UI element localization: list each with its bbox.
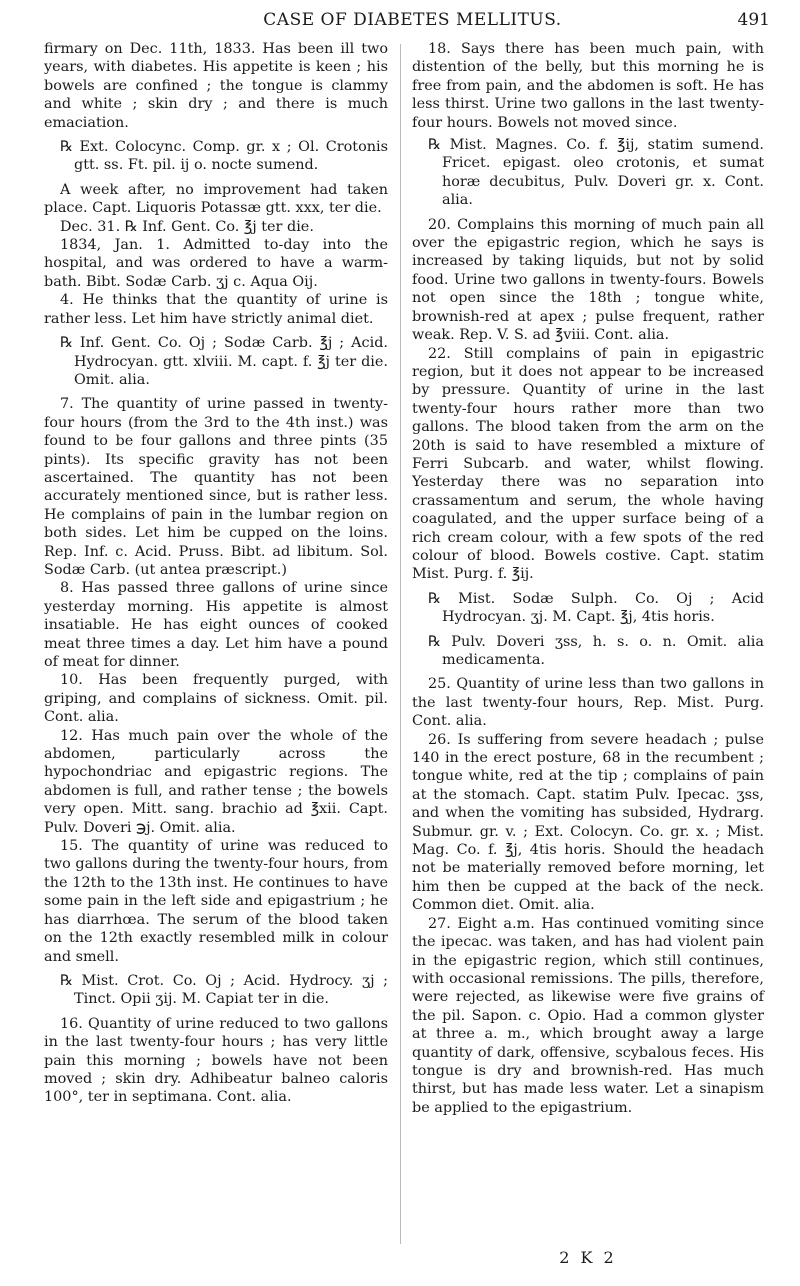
paragraph: 10. Has been frequently purged, with griping, and complains of sickness. Omit. pil. Cont. alia. xyxy=(44,672,388,726)
paragraph: 27. Eight a.m. Has continued vomiting since the ipecac. was taken, and has had violent pain in the epigastric region, which still continues, with occasional remissions. The pills, therefore, were rejected, as likewise were five grains of the pil. Sapon. c. Opio. Had a common glyster at three a. m., which brought away a large quantity of dark, offensive, scybalous feces. His tongue is dry and brownish-red. Has much thirst, but has made less water. Let a sinapism be applied to the epigastrium. xyxy=(412,915,764,1116)
prescription: ℞ Inf. Gent. Co. Oj ; Sodæ Carb. ℥j ; Acid. Hydrocyan. gtt. xlviii. M. capt. f. ℥j ter die. Omit. alia. xyxy=(60,335,388,388)
running-header xyxy=(55,10,770,34)
column-divider xyxy=(400,44,401,1244)
running-title: CASE OF DIABETES MELLITUS. xyxy=(263,10,562,30)
paragraph: A week after, no improvement had taken place. Capt. Liquoris Potassæ gtt. xxx, ter die. xyxy=(44,181,388,217)
prescription: ℞ Pulv. Doveri ʒss, h. s. o. n. Omit. alia medicamenta. xyxy=(428,633,764,668)
paragraph: 7. The quantity of urine passed in twenty-four hours (from the 3rd to the 4th inst.) was found to be four gallons and three pints (35 pints). Its specific gravity has not been ascertained. The quantity has not been accurately mentioned since, but is rather less. He complains of pain in the lumbar region on both sides. Let him be cupped on the loins. Rep. Inf. c. Acid. Pruss. Bibt. ad libitum. Sol. Sodæ Carb. (ut antea præscript.) xyxy=(44,396,388,578)
paragraph: 18. Says there has been much pain, with distention of the belly, but this morning he is free from pain, and the abdomen is soft. He has less thirst. Urine two gallons in the last twenty-four hours. Bowels not moved since. xyxy=(412,41,764,131)
left-column xyxy=(44,40,388,1107)
paragraph: 12. Has much pain over the whole of the abdomen, particularly across the hypochondriac and epigastric regions. The abdomen is full, and rather tense ; the bowels very open. Mitt. sang. brachio ad ℥xii. Capt. Pulv. Doveri ℈j. Omit. alia. xyxy=(44,727,388,836)
page-number: 491 xyxy=(737,10,770,30)
paragraph: 22. Still complains of pain in epigastric region, but it does not appear to be increased by pressure. Quantity of urine in the last twenty-four hours rather more than two gallons. The blood taken from the arm on the 20th is said to have resembled a mixture of Ferri Subcarb. and water, whilst flowing. Yesterday there was no separation into crassamentum and serum, the whole having coagulated, and the upper surface being of a rich cream colour, with a few spots of the red colour of blood. Bowels costive. Capt. statim Mist. Purg. f. ℥ij. xyxy=(412,345,764,583)
prescription: ℞ Mist. Sodæ Sulph. Co. Oj ; Acid Hydrocyan. ʒj. M. Capt. ℥j, 4tis horis. xyxy=(428,590,764,626)
paragraph: 1834, Jan. 1. Admitted to-day into the hospital, and was ordered to have a warm-bath. Bibt. Sodæ Carb. ʒj c. Aqua Oij. xyxy=(44,237,388,290)
paragraph: Dec. 31. ℞ Inf. Gent. Co. ℥j ter die. xyxy=(60,218,314,235)
prescription: ℞ Ext. Colocync. Comp. gr. x ; Ol. Crotonis gtt. ss. Ft. pil. ij o. nocte sumend. xyxy=(60,139,388,174)
paragraph: 4. He thinks that the quantity of urine is rather less. Let him have strictly animal diet. xyxy=(44,292,388,327)
paragraph: 25. Quantity of urine less than two gallons in the last twenty-four hours, Rep. Mist. Purg. Cont. alia. xyxy=(412,676,764,730)
signature-mark: 2 K 2 xyxy=(559,1248,617,1267)
right-column xyxy=(412,40,764,1117)
prescription: ℞ Mist. Magnes. Co. f. ℥ij, statim sumend. Fricet. epigast. oleo crotonis, et sumat horæ decubitus, Pulv. Doveri gr. x. Cont. alia. xyxy=(428,137,764,209)
paragraph: 26. Is suffering from severe headach ; pulse 140 in the erect posture, 68 in the recumbent ; tongue white, red at the tip ; complains of pain at the stomach. Capt. statim Pulv. Ipecac. ʒss, and when the vomiting has subsided, Hydrarg. Submur. gr. v. ; Ext. Colocyn. Co. gr. x. ; Mist. Mag. Co. f. ℥j, 4tis horis. Should the headach not be materially removed before morning, let him then be cupped at the back of the neck. Common diet. Omit. alia. xyxy=(412,731,764,914)
paragraph: firmary on Dec. 11th, 1833. Has been ill two years, with diabetes. His appetite is keen ; his bowels are confined ; the tongue is clammy and white ; skin dry ; and there is much emaciation. xyxy=(44,41,388,131)
paragraph: 8. Has passed three gallons of urine since yesterday morning. His appetite is almost insatiable. He has eight ounces of cooked meat three times a day. Let him have a pound of meat for dinner. xyxy=(44,580,388,670)
paragraph: 15. The quantity of urine was reduced to two gallons during the twenty-four hours, from the 12th to the 13th inst. He continues to have some pain in the left side and epigastrium ; he has diarrhœa. The serum of the blood taken on the 12th exactly resembled milk in colour and smell. xyxy=(44,838,388,965)
prescription: ℞ Mist. Crot. Co. Oj ; Acid. Hydrocy. ʒj ; Tinct. Opii ʒij. M. Capiat ter in die. xyxy=(60,972,388,1008)
paragraph: 20. Complains this morning of much pain all over the epigastric region, which he says is increased by taking liquids, but not by solid food. Urine two gallons in twenty-fours. Bowels not open since the 18th ; tongue white, brownish-red at apex ; pulse frequent, rather weak. Rep. V. S. ad ℥viii. Cont. alia. xyxy=(412,216,764,344)
paragraph: 16. Quantity of urine reduced to two gallons in the last twenty-four hours ; has very little pain this morning ; bowels have not been moved ; skin dry. Adhibeatur balneo caloris 100°, ter in septimana. Cont. alia. xyxy=(44,1015,388,1106)
